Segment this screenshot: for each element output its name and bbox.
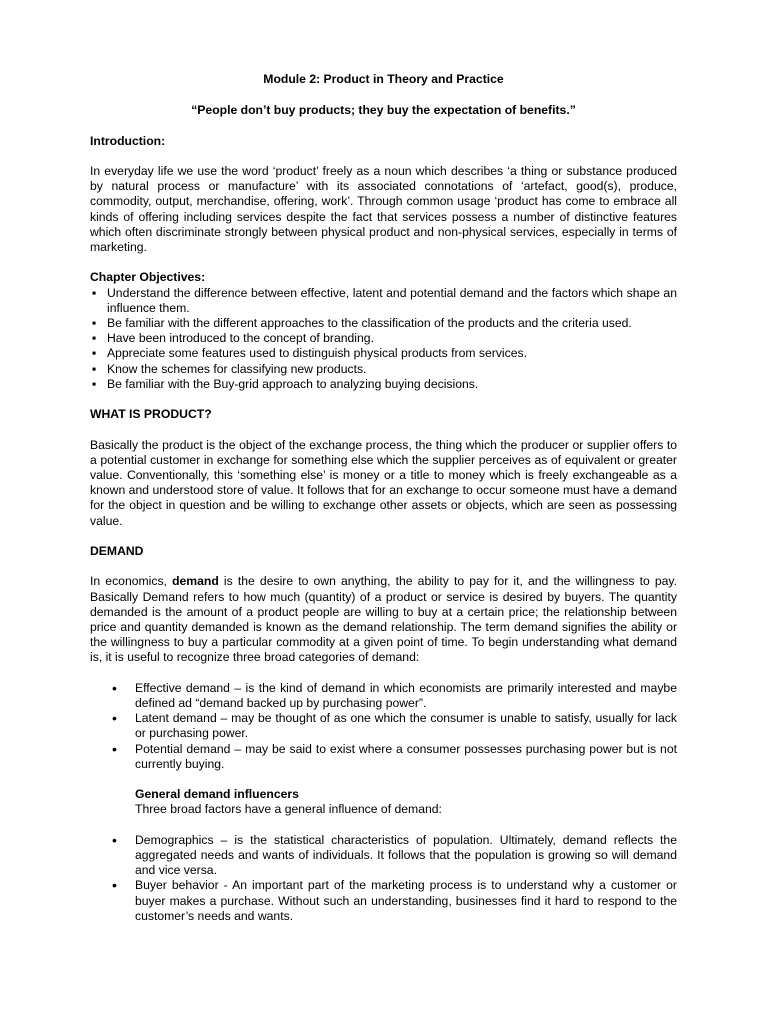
list-item: ▪ Have been introduced to the concept of branding.: [90, 331, 677, 346]
list-item: ▪ Understand the difference between effective, latent and potential demand and the factors which shape an influence them.: [90, 286, 677, 316]
demand-term: demand: [172, 574, 219, 589]
demand-paragraph-rest: is the desire to own anything, the ability to pay for it, and the willingness to pay. Basically Demand refers to how much (quantity) of a product or service is desired by buyers. The quantity demanded is the amount of a product people are willing to buy at a certain price; the relationship between price and quantity demanded is known as the demand relationship. The term demand signifies the ability or the willingness to buy a particular commodity at a given point of time. To begin understanding what demand is, it is useful to recognize three broad categories of demand:: [90, 574, 678, 665]
list-item: ▪ Be familiar with the Buy-grid approach to analyzing buying decisions.: [90, 377, 677, 392]
demand-categories-list: [90, 681, 677, 772]
list-item: • Demographics – is the statistical characteristics of population. Ultimately, demand reflects the aggregated needs and wants of individuals. It follows that the population is growing so will demand and vice versa.: [90, 833, 677, 879]
objectives-heading: Chapter Objectives:: [90, 270, 206, 285]
epigraph-quote: “People don’t buy products; they buy the expectation of benefits.”: [191, 103, 576, 118]
document-body: [90, 72, 677, 924]
list-item: ▪ Appreciate some features used to distinguish physical products from services.: [90, 346, 677, 361]
demand-paragraph: [90, 574, 677, 665]
what-is-product-heading: WHAT IS PRODUCT?: [90, 407, 212, 422]
list-item: • Buyer behavior - An important part of the marketing process is to understand why a customer or buyer makes a purchase. Without such an understanding, businesses find it hard to respond to the customer’s needs and wants.: [90, 878, 677, 924]
influencers-intro: Three broad factors have a general influence of demand:: [135, 802, 442, 817]
introduction-heading: Introduction:: [90, 133, 166, 148]
list-item: ▪ Be familiar with the different approaches to the classification of the products and the criteria used.: [90, 316, 677, 331]
introduction-paragraph: In everyday life we use the word ‘product’ freely as a noun which describes ‘a thing or substance produced by natural process or manufacture’ with its associated connotations of ‘artefact, good(s), produce, commodity, output, merchandise, offering, work’. Through common usage ‘product has come to embrace all kinds of offering including services despite the fact that services possess a number of distinctive features which often discriminate strongly between physical product and non-physical services, especially in terms of marketing.: [90, 163, 677, 254]
list-item: • Latent demand – may be thought of as one which the consumer is unable to satisfy, usually for lack or purchasing power.: [90, 711, 677, 741]
demand-paragraph-lead: In economics,: [90, 574, 173, 589]
list-item: • Potential demand – may be said to exist where a consumer possesses purchasing power but is not currently buying.: [90, 742, 677, 772]
list-item: • Effective demand – is the kind of demand in which economists are primarily interested and maybe defined ad “demand backed up by purchasing power”.: [90, 681, 677, 711]
demand-heading: DEMAND: [90, 544, 144, 558]
page-title: Module 2: Product in Theory and Practice: [263, 72, 504, 86]
influencers-list: [90, 833, 677, 924]
objectives-list: [90, 286, 677, 392]
influencers-heading: General demand influencers: [135, 787, 299, 802]
what-is-product-paragraph: Basically the product is the object of the exchange process, the thing which the producer or supplier offers to a potential customer in exchange for something else which the supplier perceives as of equivalent or greater value. Conventionally, this ‘something else’ is money or a title to money which is freely exchangeable as a known and understood store of value. It follows that for an exchange to occur someone must have a demand for the object in question and be willing to exchange other assets or objects, which are seen as possessing value.: [90, 437, 677, 528]
list-item: ▪ Know the schemes for classifying new products.: [90, 362, 677, 377]
